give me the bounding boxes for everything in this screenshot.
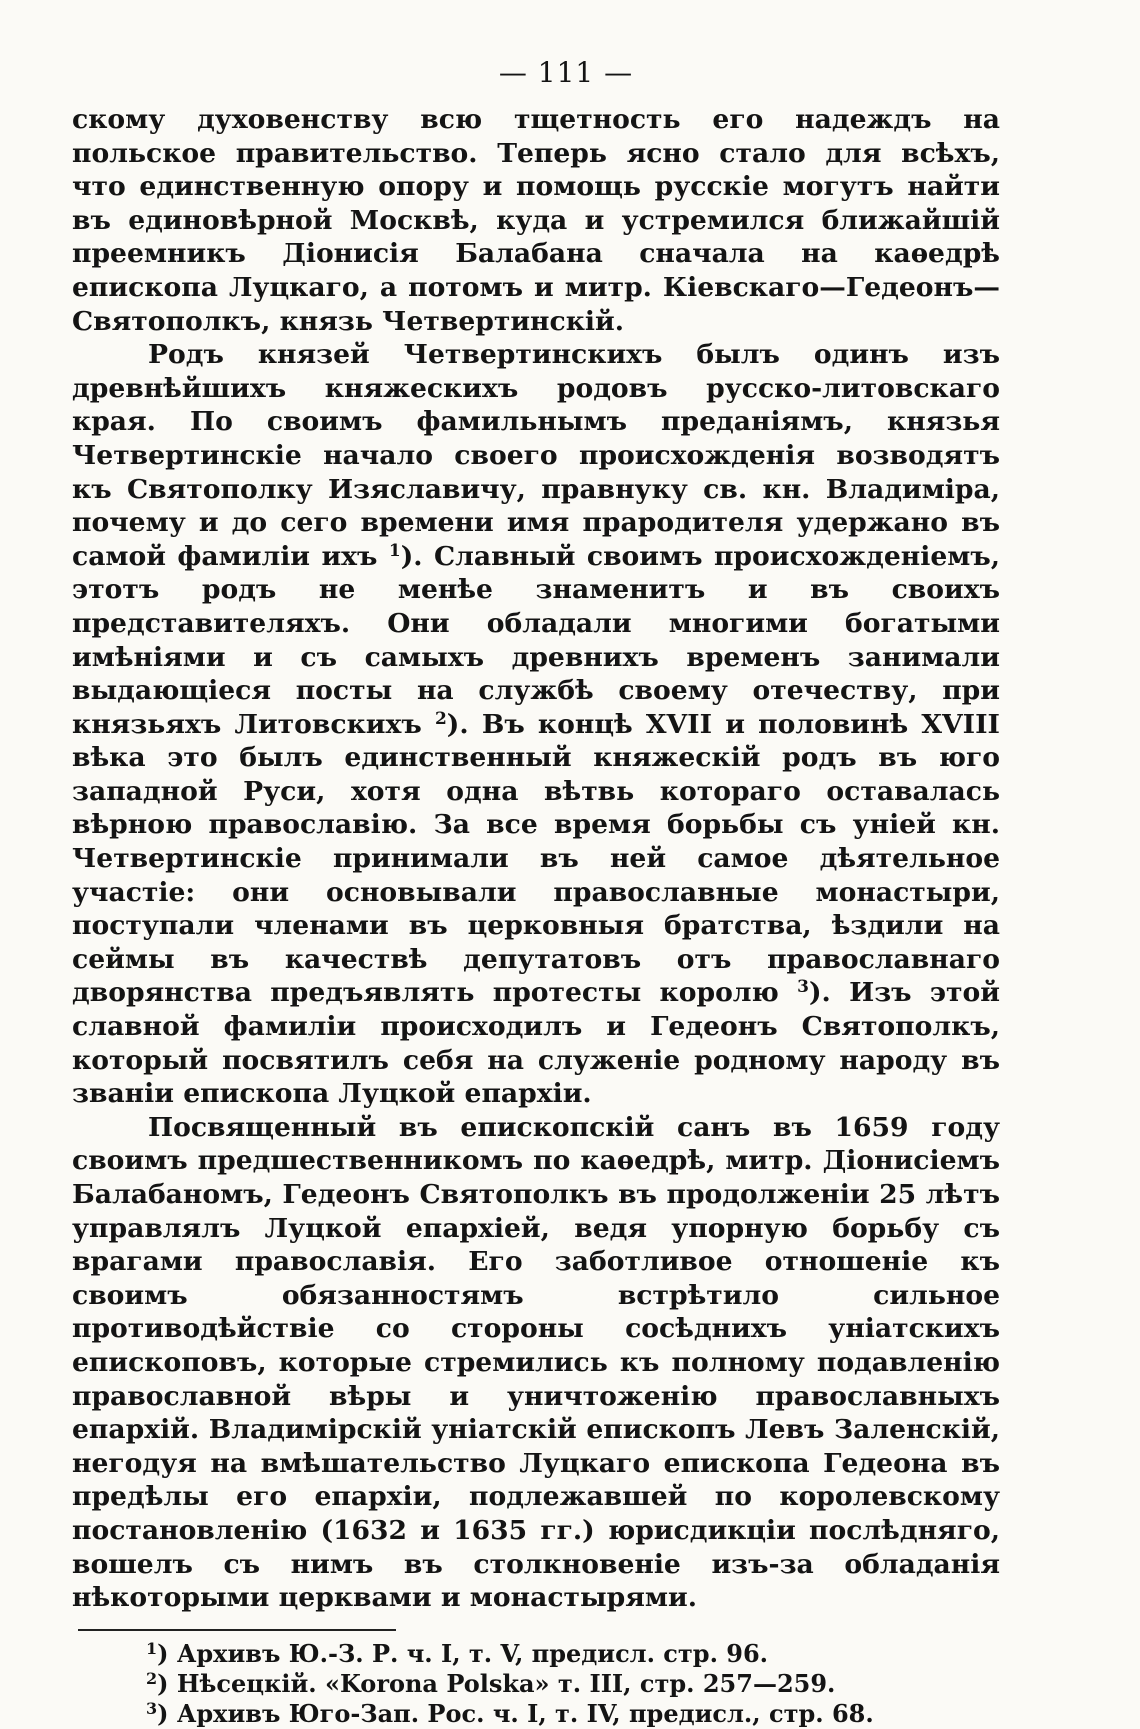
paragraph-text: Посвященный въ епископскій санъ въ 1659 году своимъ предшественникомъ по каѳедрѣ, митр. Діонисіемъ Балабаномъ, Гедеонъ Святополкъ въ продолженіи 25 лѣтъ управлялъ Луцкой епархіей, ведя упорную борьбу съ врагами православія. Его заботливое отношеніе къ своимъ обязанностямъ встрѣтило сильное противодѣйствіе со стороны сосѣднихъ уніатскихъ епископовъ, которые стремились къ полному подавленію православной вѣры и уничтоженію православныхъ епархій. Владимірскій уніатскій епископъ Левъ Заленскій, негодуя на вмѣшательство Луцкаго епископа Гедеона въ предѣлы его епархіи, подлежавшей по королевскому постановленію (1632 и 1635 гг.) юрисдикціи послѣдняго, вошелъ съ нимъ въ столкновеніе изъ-за обладанія нѣкоторыми церквами и монастырями. [72,1111,1000,1614]
footnote-ref-2: 2 [434,708,447,729]
footnote-3 [146,1699,1000,1729]
paragraph-text: Родъ князей Четвертинскихъ былъ одинъ изъ древнѣйшихъ княжескихъ родовъ русско-литовскаго края. По своимъ фамильнымъ преданіямъ, князья Четвертинскіе начало своего происхожденія возводятъ къ Святополку Изяславичу, правнуку св. кн. Владиміра, почему и до сего времени имя прародителя удержано въ самой фамиліи ихъ [72,339,1000,572]
footnote-text: ) Архивъ Юго-Зап. Рос. ч. I, т. IV, предисл., стр. 68. [157,1698,874,1728]
paragraph-text: ). Въ концѣ XVII и половинѣ XVIII вѣка это былъ единственный княжескій родъ въ юго западной Руси, хотя одна вѣтвь котораго оставалась вѣрною православію. За все время борьбы съ уніей кн. Четвертинскіе принимали въ ней самое дѣятельное участіе: они основывали православные монастыри, поступали членами въ церковныя братства, ѣздили на сеймы въ качествѣ депутатовъ отъ православнаго дворянства предъявлять протесты королю [72,708,1000,1009]
footnote-text: ) Архивъ Ю.-З. Р. ч. I, т. V, предисл. стр. 96. [157,1638,769,1668]
paragraph-3 [72,1111,1000,1615]
footnote-divider [78,1629,396,1631]
paragraph-text: ). Изъ этой славной фамиліи происходилъ и Гедеонъ Святополкъ, который посвятилъ себя на служеніе родному народу въ званіи епископа Луцкой епархіи. [72,977,1000,1110]
footnote-1 [146,1639,1000,1669]
paragraph-1 [72,103,1000,338]
paragraph-text: скому духовенству всю тщетность его надеждъ на польское правительство. Теперь ясно стало для всѣхъ, что единственную опору и помощь русскіе могутъ найти въ единовѣрной Москвѣ, куда и устремился ближайшій преемникъ Діонисія Балабана сначала на каѳедрѣ епископа Луцкаго, а потомъ и митр. Кіевскаго—Гедеонъ—Святополкъ, князь Четвертинскій. [72,104,1000,337]
paragraph-2 [72,338,1000,1111]
footnote-mark: 3 [146,1698,158,1718]
footnote-ref-3: 3 [797,977,809,998]
paragraph-text: ). Славный своимъ происхожденіемъ, этотъ родъ не менѣе знаменитъ и въ своихъ представителяхъ. Они обладали многими богатыми имѣніями и съ самыхъ древнихъ временъ занимали выдающіеся посты на службѣ своему отечеству, при князьяхъ Литовскихъ [72,540,1000,740]
body-text [72,103,1000,1615]
footnote-text: ) Нѣсецкій. «Korona Polska» т. III, стр. 257—259. [157,1668,836,1698]
footnote-mark: 2 [146,1668,158,1688]
footnote-mark: 1 [146,1638,158,1658]
footnote-ref-1: 1 [388,540,401,561]
page-number: — 111 — [498,56,634,89]
